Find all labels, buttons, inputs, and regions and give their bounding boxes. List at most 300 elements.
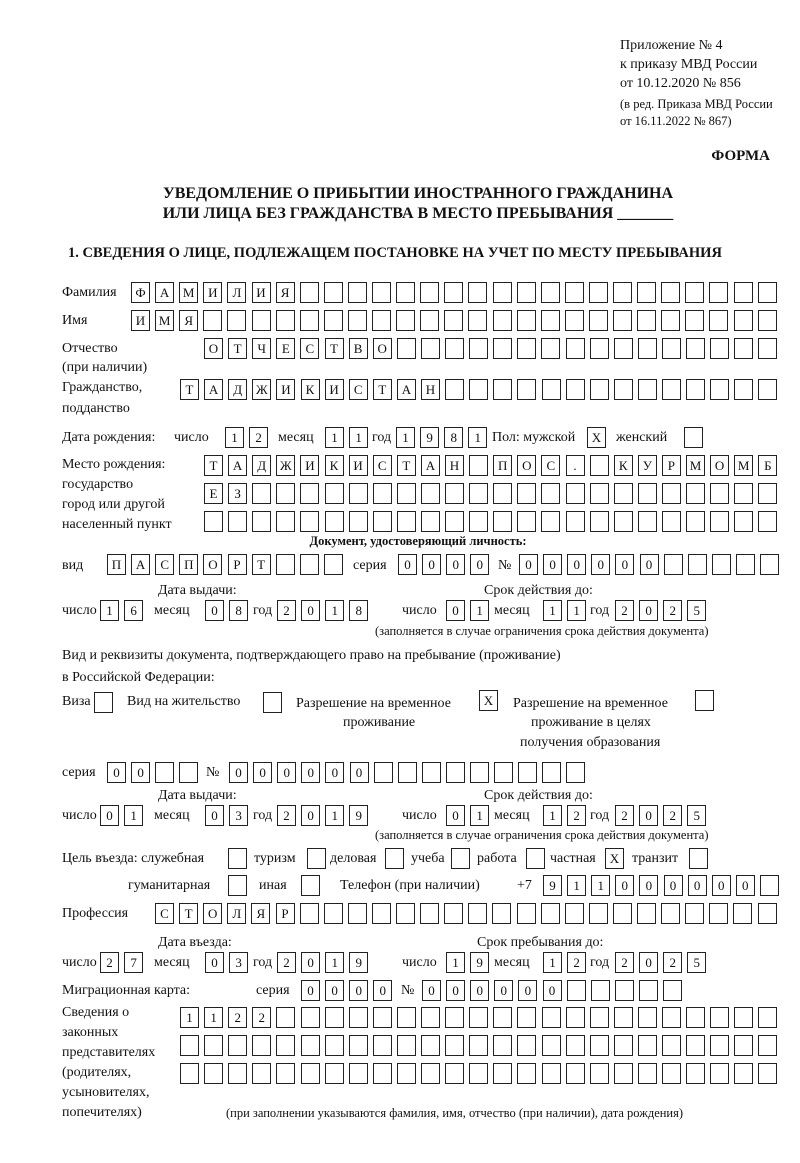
char-box[interactable] — [542, 1063, 561, 1084]
char-box[interactable] — [590, 483, 609, 504]
char-box[interactable] — [566, 379, 585, 400]
char-box[interactable] — [709, 282, 728, 303]
char-box[interactable]: Ф — [131, 282, 150, 303]
char-box[interactable]: 0 — [205, 952, 224, 973]
char-box[interactable] — [348, 903, 367, 924]
char-box[interactable] — [324, 903, 343, 924]
char-box[interactable] — [493, 511, 512, 532]
char-box[interactable]: М — [686, 455, 705, 476]
char-box[interactable] — [734, 511, 753, 532]
char-box[interactable]: 0 — [639, 952, 658, 973]
char-box[interactable]: Д — [228, 379, 247, 400]
char-box[interactable] — [397, 1035, 416, 1056]
char-box[interactable] — [758, 1007, 777, 1028]
char-box[interactable]: 0 — [518, 980, 537, 1001]
char-box[interactable] — [276, 1063, 295, 1084]
char-box[interactable] — [637, 903, 656, 924]
char-box[interactable]: С — [373, 455, 392, 476]
char-box[interactable]: 9 — [349, 805, 368, 826]
char-box[interactable]: И — [325, 379, 344, 400]
char-box[interactable]: П — [493, 455, 512, 476]
char-box[interactable]: 0 — [301, 762, 320, 783]
char-box[interactable]: 2 — [663, 952, 682, 973]
char-box[interactable]: 9 — [420, 427, 439, 448]
char-box[interactable] — [493, 282, 512, 303]
char-box[interactable] — [349, 1063, 368, 1084]
char-box[interactable] — [760, 554, 779, 575]
char-box[interactable] — [758, 511, 777, 532]
char-box[interactable]: 1 — [124, 805, 143, 826]
char-box[interactable]: 1 — [325, 952, 344, 973]
char-box[interactable]: Я — [276, 282, 295, 303]
char-box[interactable] — [420, 310, 439, 331]
char-box[interactable] — [664, 554, 683, 575]
char-box[interactable] — [541, 338, 560, 359]
char-box[interactable]: Л — [227, 282, 246, 303]
char-box[interactable] — [325, 1035, 344, 1056]
char-box[interactable]: И — [349, 455, 368, 476]
char-box[interactable] — [638, 1007, 657, 1028]
char-box[interactable]: 3 — [229, 805, 248, 826]
char-box[interactable] — [94, 692, 113, 713]
char-box[interactable]: 0 — [349, 980, 368, 1001]
char-box[interactable]: 0 — [398, 554, 417, 575]
char-box[interactable]: 2 — [663, 805, 682, 826]
char-box[interactable]: 0 — [253, 762, 272, 783]
char-box[interactable] — [301, 1063, 320, 1084]
char-box[interactable] — [590, 338, 609, 359]
char-box[interactable] — [638, 379, 657, 400]
char-box[interactable]: С — [349, 379, 368, 400]
char-box[interactable]: 0 — [277, 762, 296, 783]
char-box[interactable]: К — [325, 455, 344, 476]
char-box[interactable]: 0 — [301, 805, 320, 826]
char-box[interactable] — [517, 1035, 536, 1056]
char-box[interactable]: 9 — [349, 952, 368, 973]
char-box[interactable] — [758, 903, 777, 924]
char-box[interactable] — [444, 282, 463, 303]
char-box[interactable] — [263, 692, 282, 713]
char-box[interactable] — [590, 455, 609, 476]
char-box[interactable]: 0 — [567, 554, 586, 575]
char-box[interactable] — [662, 338, 681, 359]
char-box[interactable] — [638, 1035, 657, 1056]
char-box[interactable] — [661, 282, 680, 303]
char-box[interactable]: И — [252, 282, 271, 303]
char-box[interactable]: 0 — [712, 875, 731, 896]
char-box[interactable] — [228, 875, 247, 896]
char-box[interactable] — [590, 1035, 609, 1056]
char-box[interactable]: 0 — [422, 554, 441, 575]
char-box[interactable] — [493, 379, 512, 400]
char-box[interactable]: 0 — [615, 554, 634, 575]
char-box[interactable]: Р — [276, 903, 295, 924]
char-box[interactable] — [372, 310, 391, 331]
char-box[interactable] — [227, 310, 246, 331]
char-box[interactable] — [758, 483, 777, 504]
char-box[interactable] — [685, 903, 704, 924]
char-box[interactable] — [445, 1035, 464, 1056]
char-box[interactable] — [468, 903, 487, 924]
char-box[interactable]: З — [228, 483, 247, 504]
char-box[interactable] — [445, 338, 464, 359]
char-box[interactable] — [228, 848, 247, 869]
char-box[interactable]: Е — [276, 338, 295, 359]
char-box[interactable] — [638, 483, 657, 504]
char-box[interactable]: И — [300, 455, 319, 476]
char-box[interactable] — [349, 483, 368, 504]
char-box[interactable]: Т — [228, 338, 247, 359]
char-box[interactable]: С — [155, 554, 174, 575]
char-box[interactable]: 1 — [100, 600, 119, 621]
char-box[interactable] — [734, 1063, 753, 1084]
char-box[interactable]: 2 — [277, 952, 296, 973]
char-box[interactable] — [517, 1007, 536, 1028]
char-box[interactable] — [372, 903, 391, 924]
char-box[interactable] — [445, 511, 464, 532]
char-box[interactable]: 0 — [664, 875, 683, 896]
char-box[interactable] — [324, 282, 343, 303]
char-box[interactable] — [325, 511, 344, 532]
char-box[interactable]: И — [131, 310, 150, 331]
char-box[interactable]: 0 — [325, 980, 344, 1001]
char-box[interactable]: 0 — [736, 875, 755, 896]
char-box[interactable] — [252, 1035, 271, 1056]
char-box[interactable] — [614, 1063, 633, 1084]
char-box[interactable] — [444, 903, 463, 924]
char-box[interactable]: Б — [758, 455, 777, 476]
char-box[interactable] — [517, 310, 536, 331]
char-box[interactable] — [758, 338, 777, 359]
char-box[interactable] — [710, 1063, 729, 1084]
char-box[interactable] — [228, 1063, 247, 1084]
char-box[interactable] — [276, 483, 295, 504]
char-box[interactable] — [541, 903, 560, 924]
char-box[interactable] — [614, 1035, 633, 1056]
char-box[interactable] — [324, 310, 343, 331]
char-box[interactable]: Т — [204, 455, 223, 476]
char-box[interactable] — [734, 483, 753, 504]
char-box[interactable]: 0 — [446, 805, 465, 826]
char-box[interactable]: Т — [180, 379, 199, 400]
char-box[interactable] — [541, 310, 560, 331]
char-box[interactable] — [517, 1063, 536, 1084]
char-box[interactable] — [493, 1063, 512, 1084]
char-box[interactable] — [663, 980, 682, 1001]
char-box[interactable] — [686, 483, 705, 504]
char-box[interactable]: 1 — [325, 600, 344, 621]
char-box[interactable] — [493, 1035, 512, 1056]
char-box[interactable] — [252, 310, 271, 331]
char-box[interactable]: 0 — [639, 600, 658, 621]
char-box[interactable]: А — [228, 455, 247, 476]
char-box[interactable] — [421, 338, 440, 359]
char-box[interactable]: 0 — [446, 980, 465, 1001]
char-box[interactable]: 2 — [249, 427, 268, 448]
char-box[interactable]: М — [734, 455, 753, 476]
char-box[interactable] — [541, 483, 560, 504]
char-box[interactable]: 0 — [229, 762, 248, 783]
char-box[interactable] — [420, 903, 439, 924]
char-box[interactable]: 1 — [470, 805, 489, 826]
char-box[interactable]: 1 — [349, 427, 368, 448]
char-box[interactable]: 0 — [350, 762, 369, 783]
char-box[interactable] — [445, 1007, 464, 1028]
char-box[interactable] — [589, 903, 608, 924]
char-box[interactable]: Н — [445, 455, 464, 476]
char-box[interactable] — [614, 511, 633, 532]
char-box[interactable]: Н — [421, 379, 440, 400]
char-box[interactable] — [590, 1063, 609, 1084]
char-box[interactable] — [567, 980, 586, 1001]
char-box[interactable] — [397, 483, 416, 504]
char-box[interactable] — [566, 1007, 585, 1028]
char-box[interactable] — [325, 1063, 344, 1084]
char-box[interactable] — [373, 483, 392, 504]
char-box[interactable]: 2 — [277, 600, 296, 621]
char-box[interactable] — [444, 310, 463, 331]
char-box[interactable] — [300, 483, 319, 504]
char-box[interactable]: 0 — [301, 600, 320, 621]
char-box[interactable]: 2 — [100, 952, 119, 973]
char-box[interactable] — [301, 875, 320, 896]
char-box[interactable]: А — [155, 282, 174, 303]
char-box[interactable] — [373, 1007, 392, 1028]
char-box[interactable] — [638, 338, 657, 359]
char-box[interactable]: 0 — [640, 554, 659, 575]
char-box[interactable]: 5 — [687, 952, 706, 973]
char-box[interactable]: 0 — [446, 554, 465, 575]
char-box[interactable] — [565, 310, 584, 331]
char-box[interactable]: Р — [662, 455, 681, 476]
char-box[interactable] — [301, 1035, 320, 1056]
char-box[interactable] — [662, 1063, 681, 1084]
char-box[interactable] — [204, 1035, 223, 1056]
char-box[interactable]: 2 — [663, 600, 682, 621]
char-box[interactable] — [709, 310, 728, 331]
char-box[interactable] — [613, 310, 632, 331]
char-box[interactable]: 2 — [615, 600, 634, 621]
char-box[interactable] — [733, 903, 752, 924]
char-box[interactable]: 2 — [252, 1007, 271, 1028]
char-box[interactable]: 0 — [325, 762, 344, 783]
char-box[interactable] — [300, 554, 319, 575]
char-box[interactable]: 7 — [124, 952, 143, 973]
char-box[interactable] — [566, 511, 585, 532]
char-box[interactable] — [710, 483, 729, 504]
char-box[interactable]: 0 — [688, 875, 707, 896]
char-box[interactable] — [204, 511, 223, 532]
char-box[interactable] — [324, 554, 343, 575]
char-box[interactable] — [542, 1035, 561, 1056]
char-box[interactable]: М — [179, 282, 198, 303]
char-box[interactable]: 0 — [373, 980, 392, 1001]
char-box[interactable]: 2 — [567, 952, 586, 973]
char-box[interactable] — [468, 282, 487, 303]
char-box[interactable] — [566, 1063, 585, 1084]
char-box[interactable]: 8 — [229, 600, 248, 621]
char-box[interactable] — [661, 310, 680, 331]
char-box[interactable]: С — [155, 903, 174, 924]
char-box[interactable] — [397, 1007, 416, 1028]
char-box[interactable] — [662, 379, 681, 400]
char-box[interactable]: 1 — [543, 600, 562, 621]
char-box[interactable]: О — [710, 455, 729, 476]
char-box[interactable]: Т — [373, 379, 392, 400]
char-box[interactable] — [374, 762, 393, 783]
char-box[interactable]: 1 — [180, 1007, 199, 1028]
char-box[interactable] — [686, 338, 705, 359]
char-box[interactable] — [613, 903, 632, 924]
char-box[interactable] — [710, 1035, 729, 1056]
char-box[interactable] — [445, 483, 464, 504]
char-box[interactable] — [758, 1035, 777, 1056]
char-box[interactable] — [180, 1063, 199, 1084]
char-box[interactable]: 0 — [301, 952, 320, 973]
char-box[interactable]: 0 — [205, 805, 224, 826]
char-box[interactable]: 1 — [567, 600, 586, 621]
char-box[interactable]: 0 — [131, 762, 150, 783]
char-box[interactable]: 1 — [591, 875, 610, 896]
char-box[interactable]: 0 — [591, 554, 610, 575]
char-box[interactable] — [686, 1035, 705, 1056]
char-box[interactable] — [734, 282, 753, 303]
char-box[interactable]: 1 — [396, 427, 415, 448]
char-box[interactable] — [252, 483, 271, 504]
char-box[interactable] — [349, 1035, 368, 1056]
char-box[interactable] — [397, 338, 416, 359]
char-box[interactable]: 1 — [567, 875, 586, 896]
char-box[interactable] — [662, 511, 681, 532]
char-box[interactable] — [589, 310, 608, 331]
char-box[interactable] — [566, 338, 585, 359]
char-box[interactable] — [566, 483, 585, 504]
char-box[interactable] — [639, 980, 658, 1001]
char-box[interactable] — [179, 762, 198, 783]
char-box[interactable] — [734, 379, 753, 400]
char-box[interactable] — [421, 1035, 440, 1056]
char-box[interactable]: Р — [228, 554, 247, 575]
char-box[interactable] — [614, 1007, 633, 1028]
char-box[interactable]: 1 — [543, 952, 562, 973]
char-box[interactable] — [734, 310, 753, 331]
char-box[interactable] — [695, 690, 714, 711]
char-box[interactable] — [300, 511, 319, 532]
char-box[interactable] — [614, 338, 633, 359]
char-box[interactable] — [590, 511, 609, 532]
char-box[interactable]: К — [301, 379, 320, 400]
char-box[interactable]: 0 — [543, 980, 562, 1001]
char-box[interactable] — [493, 483, 512, 504]
char-box[interactable] — [760, 875, 779, 896]
char-box[interactable] — [685, 310, 704, 331]
char-box[interactable] — [469, 1007, 488, 1028]
char-box[interactable]: И — [276, 379, 295, 400]
char-box[interactable] — [686, 1007, 705, 1028]
char-box[interactable] — [228, 511, 247, 532]
char-box[interactable] — [494, 762, 513, 783]
char-box[interactable] — [493, 1007, 512, 1028]
char-box[interactable]: С — [541, 455, 560, 476]
char-box[interactable] — [252, 511, 271, 532]
char-box[interactable] — [709, 903, 728, 924]
char-box[interactable]: 0 — [205, 600, 224, 621]
char-box[interactable]: 0 — [543, 554, 562, 575]
char-box[interactable]: 0 — [519, 554, 538, 575]
char-box[interactable]: 3 — [229, 952, 248, 973]
char-box[interactable]: 1 — [543, 805, 562, 826]
char-box[interactable]: Я — [179, 310, 198, 331]
char-box[interactable] — [398, 762, 417, 783]
char-box[interactable] — [307, 848, 326, 869]
char-box[interactable] — [445, 1063, 464, 1084]
char-box[interactable]: Ч — [252, 338, 271, 359]
char-box[interactable] — [637, 282, 656, 303]
char-box[interactable] — [397, 511, 416, 532]
char-box[interactable] — [204, 1063, 223, 1084]
char-box[interactable]: . — [566, 455, 585, 476]
char-box[interactable]: 1 — [225, 427, 244, 448]
char-box[interactable] — [710, 511, 729, 532]
char-box[interactable] — [469, 483, 488, 504]
char-box[interactable] — [397, 1063, 416, 1084]
char-box[interactable] — [492, 903, 511, 924]
char-box[interactable]: А — [421, 455, 440, 476]
char-box[interactable] — [517, 379, 536, 400]
char-box[interactable] — [470, 762, 489, 783]
char-box[interactable]: К — [614, 455, 633, 476]
char-box[interactable]: Ж — [276, 455, 295, 476]
char-box[interactable] — [396, 310, 415, 331]
char-box[interactable] — [155, 762, 174, 783]
char-box[interactable]: X — [605, 848, 624, 869]
char-box[interactable] — [517, 282, 536, 303]
char-box[interactable] — [542, 1007, 561, 1028]
char-box[interactable] — [566, 1035, 585, 1056]
char-box[interactable] — [469, 511, 488, 532]
char-box[interactable] — [542, 379, 561, 400]
char-box[interactable] — [252, 1063, 271, 1084]
char-box[interactable] — [566, 762, 585, 783]
char-box[interactable]: Т — [397, 455, 416, 476]
char-box[interactable]: 2 — [228, 1007, 247, 1028]
char-box[interactable]: 0 — [100, 805, 119, 826]
char-box[interactable]: 6 — [124, 600, 143, 621]
char-box[interactable] — [517, 511, 536, 532]
char-box[interactable]: Т — [179, 903, 198, 924]
char-box[interactable] — [710, 379, 729, 400]
char-box[interactable] — [662, 1035, 681, 1056]
char-box[interactable] — [348, 282, 367, 303]
char-box[interactable] — [493, 338, 512, 359]
char-box[interactable] — [613, 282, 632, 303]
char-box[interactable] — [712, 554, 731, 575]
char-box[interactable]: 2 — [277, 805, 296, 826]
char-box[interactable]: А — [204, 379, 223, 400]
char-box[interactable]: 0 — [639, 875, 658, 896]
char-box[interactable] — [422, 762, 441, 783]
char-box[interactable] — [385, 848, 404, 869]
char-box[interactable] — [349, 1007, 368, 1028]
char-box[interactable] — [469, 455, 488, 476]
char-box[interactable]: А — [131, 554, 150, 575]
char-box[interactable] — [203, 310, 222, 331]
char-box[interactable] — [469, 379, 488, 400]
char-box[interactable]: Ж — [252, 379, 271, 400]
char-box[interactable] — [591, 980, 610, 1001]
char-box[interactable] — [736, 554, 755, 575]
char-box[interactable] — [493, 310, 512, 331]
